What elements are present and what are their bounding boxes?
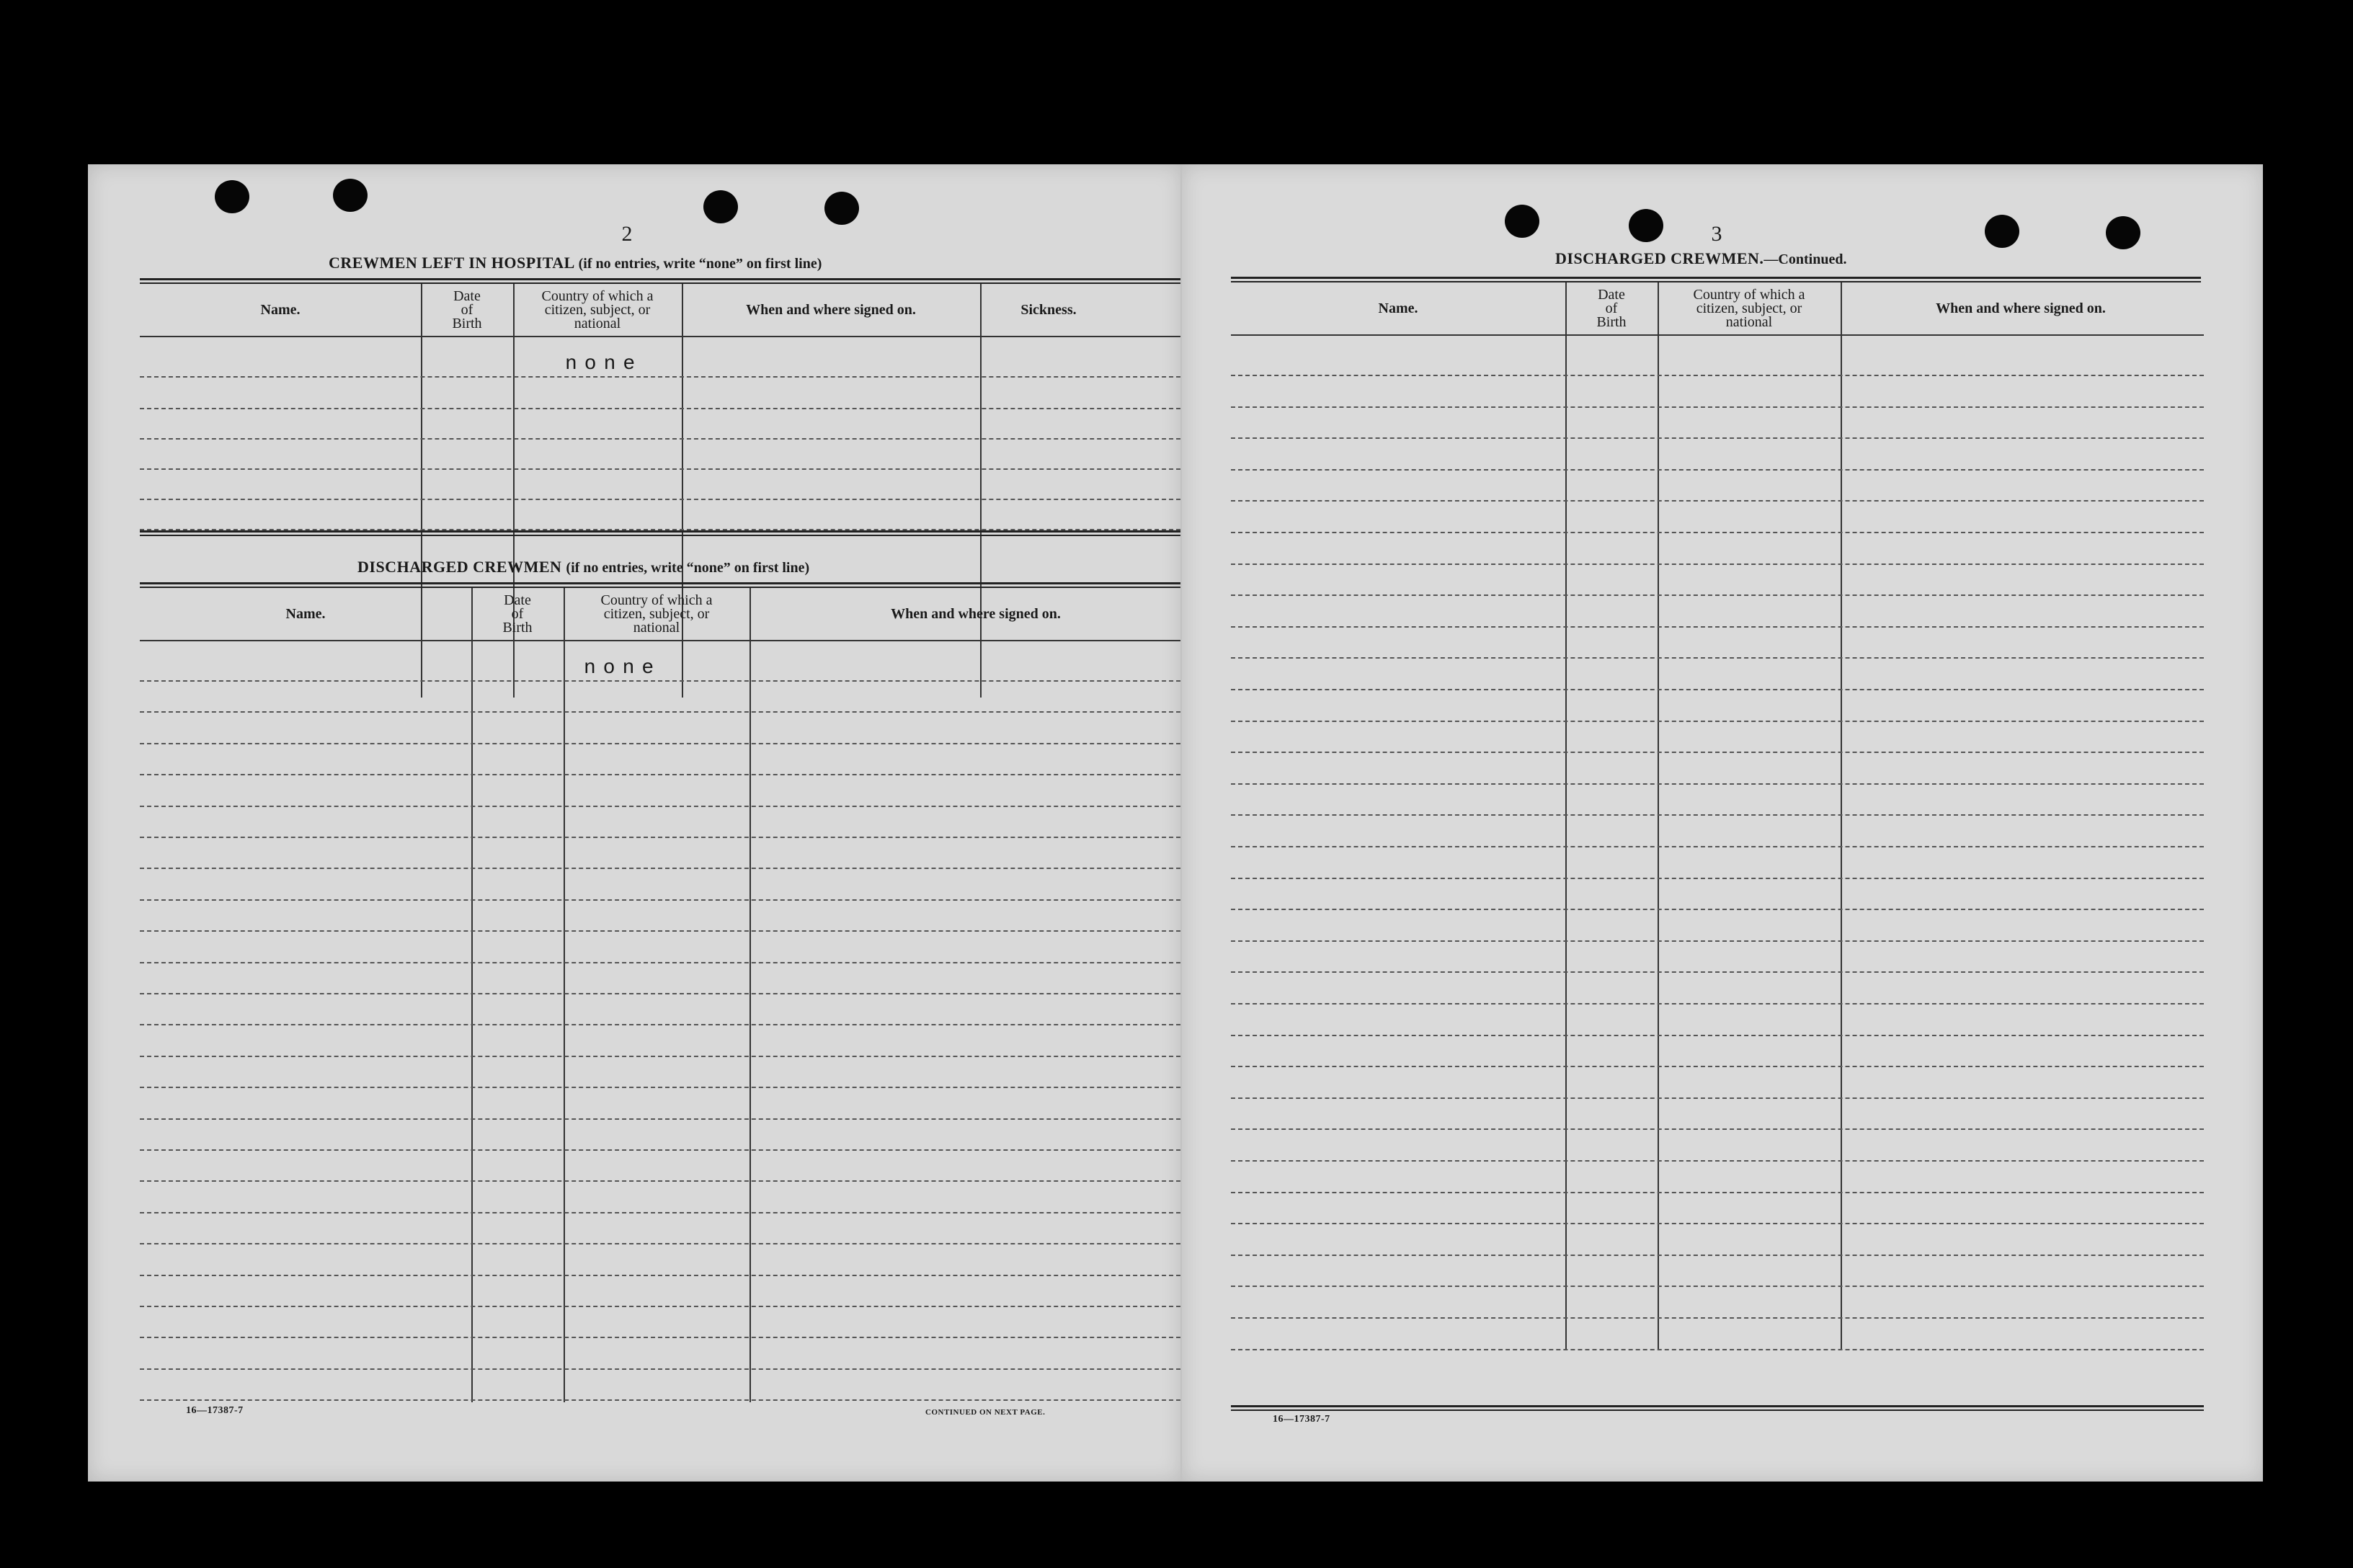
- ruled-line: [1231, 1128, 2204, 1130]
- header-rule: [140, 278, 1199, 284]
- header-line: Date: [504, 592, 531, 608]
- ruled-line: [140, 930, 1202, 932]
- header-bottom-rule: [140, 640, 1202, 641]
- ruled-line: [1231, 500, 2204, 502]
- ruled-line: [140, 711, 1202, 713]
- column-divider: [471, 588, 473, 1402]
- header-line: of: [511, 605, 524, 622]
- ruled-line: [140, 743, 1202, 744]
- ruled-line: [140, 376, 1202, 378]
- ruled-line: [1231, 783, 2204, 785]
- discharged-table: [140, 588, 1202, 1568]
- header-line: Country of which a: [600, 592, 713, 608]
- ruled-line: [1231, 878, 2204, 879]
- header-line: citizen, subject, or: [603, 605, 710, 622]
- ruled-line: [1231, 846, 2204, 847]
- ruled-line: [140, 1149, 1202, 1151]
- section-title-text: DISCHARGED CREWMEN.: [1555, 249, 1764, 267]
- ruled-line: [1231, 1317, 2204, 1319]
- header-line: Country of which a: [541, 288, 654, 304]
- ruled-line: [1231, 1097, 2204, 1099]
- ruled-line: [1231, 626, 2204, 628]
- section-title-discharged: [357, 558, 809, 576]
- col-header-signed-on: When and where signed on.: [746, 302, 916, 318]
- ruled-line: [1231, 1003, 2204, 1004]
- section-bottom-rule: [140, 530, 1202, 536]
- ruled-line: [140, 468, 1202, 470]
- ruled-line: [140, 1368, 1202, 1370]
- ruled-line: [1231, 1160, 2204, 1162]
- ruled-line: [1231, 1286, 2204, 1287]
- ruled-line: [140, 993, 1202, 994]
- left-page: [88, 164, 1182, 1482]
- discharged-continued-table: [1231, 282, 2204, 1435]
- header-rule: [1231, 277, 2201, 282]
- col-header-dob: [1565, 282, 1658, 334]
- ruled-line: [1231, 594, 2204, 596]
- header-line: Date: [1598, 286, 1625, 303]
- ruled-line: [1231, 437, 2204, 439]
- punch-hole: [2106, 216, 2140, 249]
- header-bottom-rule: [140, 336, 1202, 337]
- col-header-dob: [421, 284, 513, 336]
- entry-none: none: [584, 657, 662, 680]
- section-title-text: CREWMEN LEFT IN HOSPITAL: [329, 254, 574, 272]
- col-header-country: [564, 588, 750, 640]
- section-instruction: (if no entries, write “none” on first line): [578, 256, 822, 272]
- ruled-line: [1231, 1066, 2204, 1067]
- header-line: Birth: [452, 315, 482, 331]
- column-divider: [750, 588, 751, 1402]
- ruled-line: [1231, 469, 2204, 471]
- col-header-name: Name.: [285, 606, 326, 622]
- header-line: Birth: [1596, 313, 1627, 330]
- ruled-line: [1231, 1349, 2204, 1350]
- header-line: national: [1725, 313, 1773, 330]
- ruled-line: [140, 1087, 1202, 1088]
- ruled-line: [140, 1275, 1202, 1276]
- ruled-line: [140, 1399, 1202, 1401]
- ruled-line: [140, 408, 1202, 409]
- ruled-line: [140, 806, 1202, 807]
- ruled-line: [140, 1118, 1202, 1120]
- ruled-line: [140, 899, 1202, 901]
- punch-hole: [333, 179, 368, 212]
- col-header-name: Name.: [260, 302, 301, 318]
- col-header-country: [1658, 282, 1841, 334]
- ruled-line: [1231, 721, 2204, 722]
- col-header-sickness: Sickness.: [1020, 302, 1077, 318]
- header-line: national: [574, 315, 621, 331]
- ruled-line: [1231, 1255, 2204, 1256]
- header-line: Country of which a: [1693, 286, 1805, 303]
- header-line: Birth: [502, 619, 533, 636]
- ruled-line: [140, 962, 1202, 963]
- ruled-line: [140, 1024, 1202, 1025]
- section-title-text: DISCHARGED CREWMEN: [357, 558, 562, 576]
- ruled-line: [1231, 1192, 2204, 1193]
- header-line: citizen, subject, or: [544, 301, 651, 318]
- header-line: citizen, subject, or: [1696, 300, 1802, 316]
- ruled-line: [140, 1243, 1202, 1244]
- ruled-line: [1231, 940, 2204, 942]
- continued-note: CONTINUED ON NEXT PAGE.: [925, 1408, 1046, 1417]
- punch-hole: [215, 180, 249, 213]
- continued-label: —Continued.: [1763, 251, 1847, 267]
- ruled-line: [140, 438, 1202, 440]
- ruled-line: [140, 1306, 1202, 1307]
- entry-none: none: [565, 353, 643, 375]
- col-header-dob: [471, 588, 564, 640]
- header-line: Date: [453, 288, 481, 304]
- form-code: 16—17387-7: [186, 1405, 244, 1416]
- header-bottom-rule: [1231, 334, 2204, 336]
- col-header-signed-on: When and where signed on.: [1936, 300, 2106, 316]
- ruled-line: [1231, 971, 2204, 973]
- punch-hole: [1505, 205, 1539, 238]
- ruled-line: [1231, 532, 2204, 533]
- punch-hole: [1629, 209, 1663, 242]
- ruled-line: [1231, 689, 2204, 690]
- page-number: 2: [621, 222, 633, 246]
- ruled-line: [1231, 814, 2204, 816]
- header-line: national: [633, 619, 680, 636]
- page-number: 3: [1711, 222, 1722, 246]
- section-title-discharged-continued: [1555, 249, 1846, 268]
- section-title-hospital: [329, 254, 822, 272]
- ruled-line: [140, 1180, 1202, 1182]
- ruled-line: [140, 1056, 1202, 1057]
- col-header-country: [513, 284, 682, 336]
- ruled-line: [140, 837, 1202, 838]
- ruled-line: [1231, 1223, 2204, 1224]
- section-instruction: (if no entries, write “none” on first line): [566, 560, 810, 576]
- ruled-line: [140, 774, 1202, 775]
- ruled-line: [140, 1212, 1202, 1213]
- column-divider: [564, 588, 565, 1402]
- ruled-line: [1231, 375, 2204, 376]
- punch-hole: [824, 192, 859, 225]
- col-header-name: Name.: [1378, 300, 1418, 316]
- ruled-line: [1231, 752, 2204, 753]
- ruled-line: [140, 499, 1202, 500]
- punch-hole: [703, 190, 738, 223]
- ruled-line: [1231, 1035, 2204, 1036]
- table-bottom-rule: [1231, 1405, 2204, 1411]
- header-line: of: [1605, 300, 1618, 316]
- ruled-line: [140, 680, 1202, 682]
- ruled-line: [1231, 564, 2204, 565]
- ruled-line: [1231, 406, 2204, 408]
- form-code: 16—17387-7: [1273, 1414, 1330, 1425]
- ruled-line: [1231, 657, 2204, 659]
- ruled-line: [1231, 909, 2204, 910]
- header-rule: [140, 582, 1202, 588]
- ruled-line: [140, 1337, 1202, 1338]
- right-page: [1182, 164, 2263, 1482]
- col-header-signed-on: When and where signed on.: [891, 606, 1061, 622]
- ruled-line: [140, 868, 1202, 869]
- punch-hole: [1985, 215, 2019, 248]
- header-line: of: [461, 301, 473, 318]
